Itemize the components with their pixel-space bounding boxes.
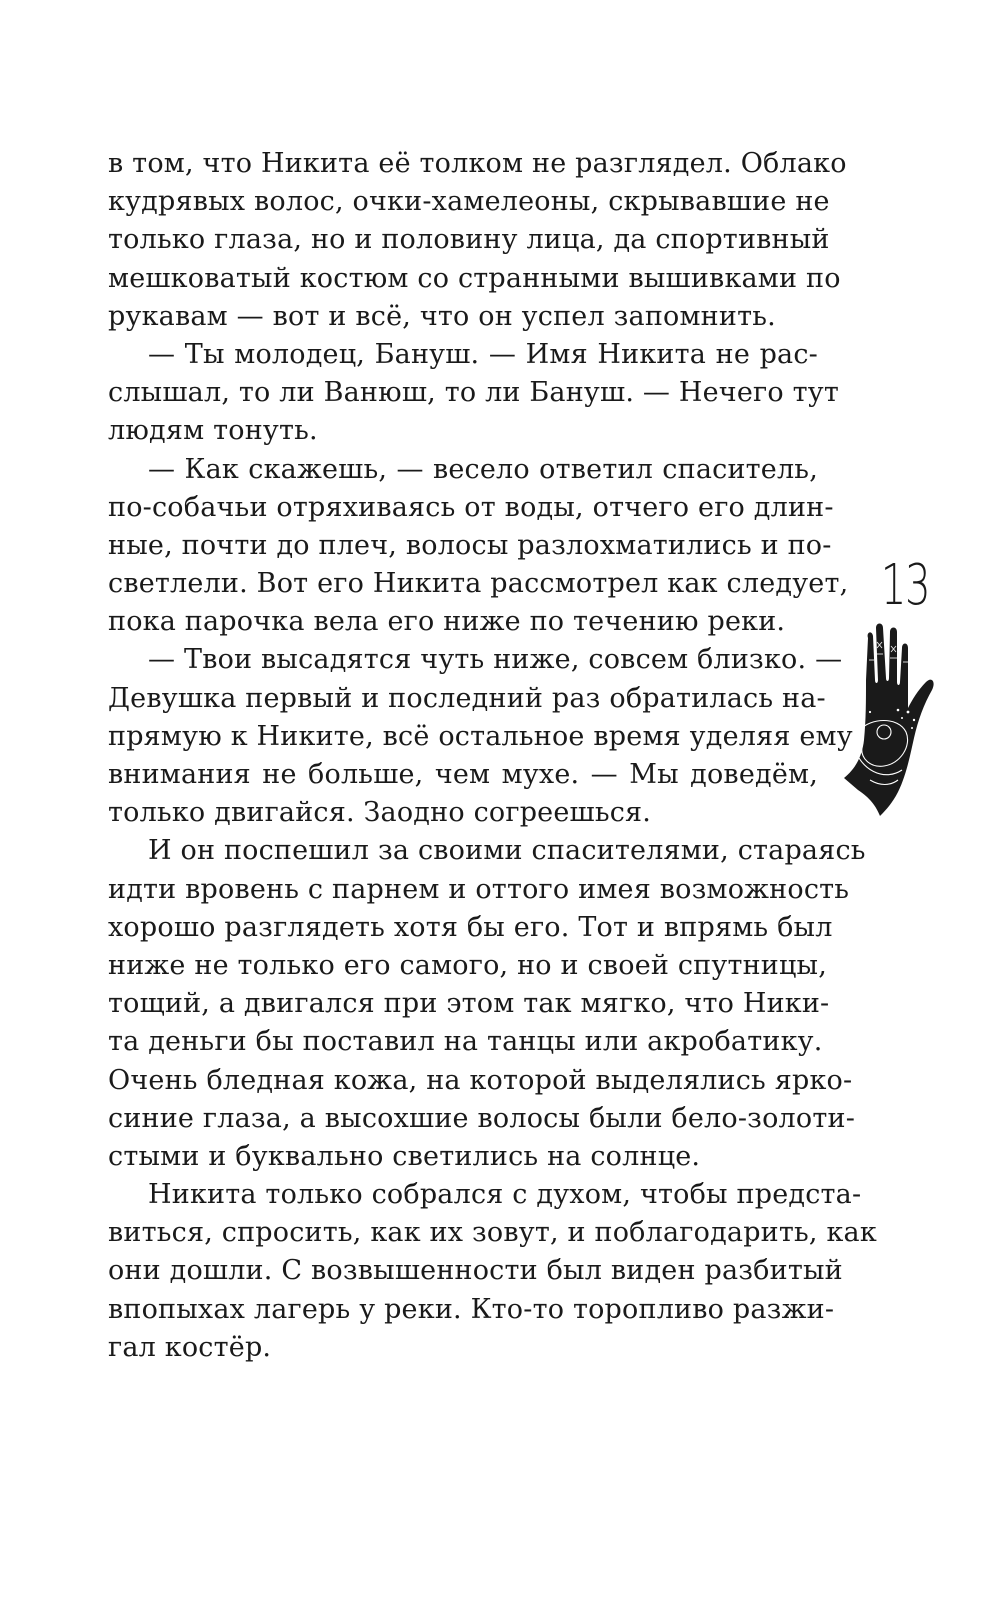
text-line: — Твои высадятся чуть ниже, совсем близко. — — [148, 644, 843, 676]
text-line: впопыхах лагерь у реки. Кто-то торопливо разжи- — [108, 1293, 835, 1325]
text-line: кудрявых волос, очки-хамелеоны, скрывавшие не — [108, 186, 830, 218]
text-line: они дошли. С возвышенности был виден разбитый — [108, 1255, 843, 1287]
text-line: хорошо разглядеть хотя бы его. Тот и впрямь был — [108, 911, 833, 943]
text-line: идти вровень с парнем и оттого имея возможность — [108, 873, 850, 905]
text-line: — Ты молодец, Бануш. — Имя Никита не рас- — [148, 338, 818, 370]
text-line: виться, спросить, как их зовут, и поблагодарить, как — [108, 1217, 877, 1249]
text-line: та деньги бы поставил на танцы или акробатику. — [108, 1026, 823, 1058]
text-line: в том, что Никита её толком не разглядел. Облако — [108, 148, 847, 179]
hand-icon — [840, 620, 940, 820]
text-line: ниже не только его самого, но и своей спутницы, — [108, 949, 828, 981]
text-line: мешковатый костюм со странными вышивками по — [108, 262, 841, 294]
text-line: по-собачьи отряхиваясь от воды, отчего его длин- — [108, 491, 834, 523]
text-line: только глаза, но и половину лица, да спортивный — [108, 224, 830, 256]
text-line: только двигайся. Заодно согреешься. — [108, 797, 652, 829]
text-line: Никита только собрался с духом, чтобы предста- — [148, 1179, 862, 1211]
text-line: — Как скажешь, — весело ответил спаситель, — [148, 453, 818, 485]
text-line: светлели. Вот его Никита рассмотрел как следует, — [108, 568, 849, 600]
text-line: И он поспешил за своими спасителями, стараясь — [148, 835, 866, 867]
text-line: прямую к Никите, всё остальное время уделяя ему — [108, 720, 853, 752]
text-line: пока парочка вела его ниже по течению реки. — [108, 606, 786, 638]
text-line: рукавам — вот и всё, что он успел запомнить. — [108, 300, 776, 332]
text-line: гал костёр. — [108, 1331, 272, 1363]
text-line: стыми и буквально светились на солнце. — [108, 1140, 701, 1172]
text-line: синие глаза, а высохшие волосы были бело-золоти- — [108, 1102, 856, 1134]
page-number: 13 — [880, 553, 930, 618]
text-line: людям тонуть. — [108, 415, 318, 447]
text-line: ные, почти до плеч, волосы разлохматились и по- — [108, 529, 832, 561]
text-line: внимания не больше, чем мухе. — Мы доведём, — [108, 759, 818, 790]
text-line: тощий, а двигался при этом так мягко, что Ники- — [108, 988, 830, 1020]
body-text — [108, 145, 877, 1367]
text-line: Очень бледная кожа, на которой выделялись ярко- — [108, 1064, 853, 1096]
text-line: Девушка первый и последний раз обратилась на- — [108, 682, 826, 714]
text-line: слышал, то ли Ванюш, то ли Бануш. — Нечего тут — [108, 377, 839, 409]
